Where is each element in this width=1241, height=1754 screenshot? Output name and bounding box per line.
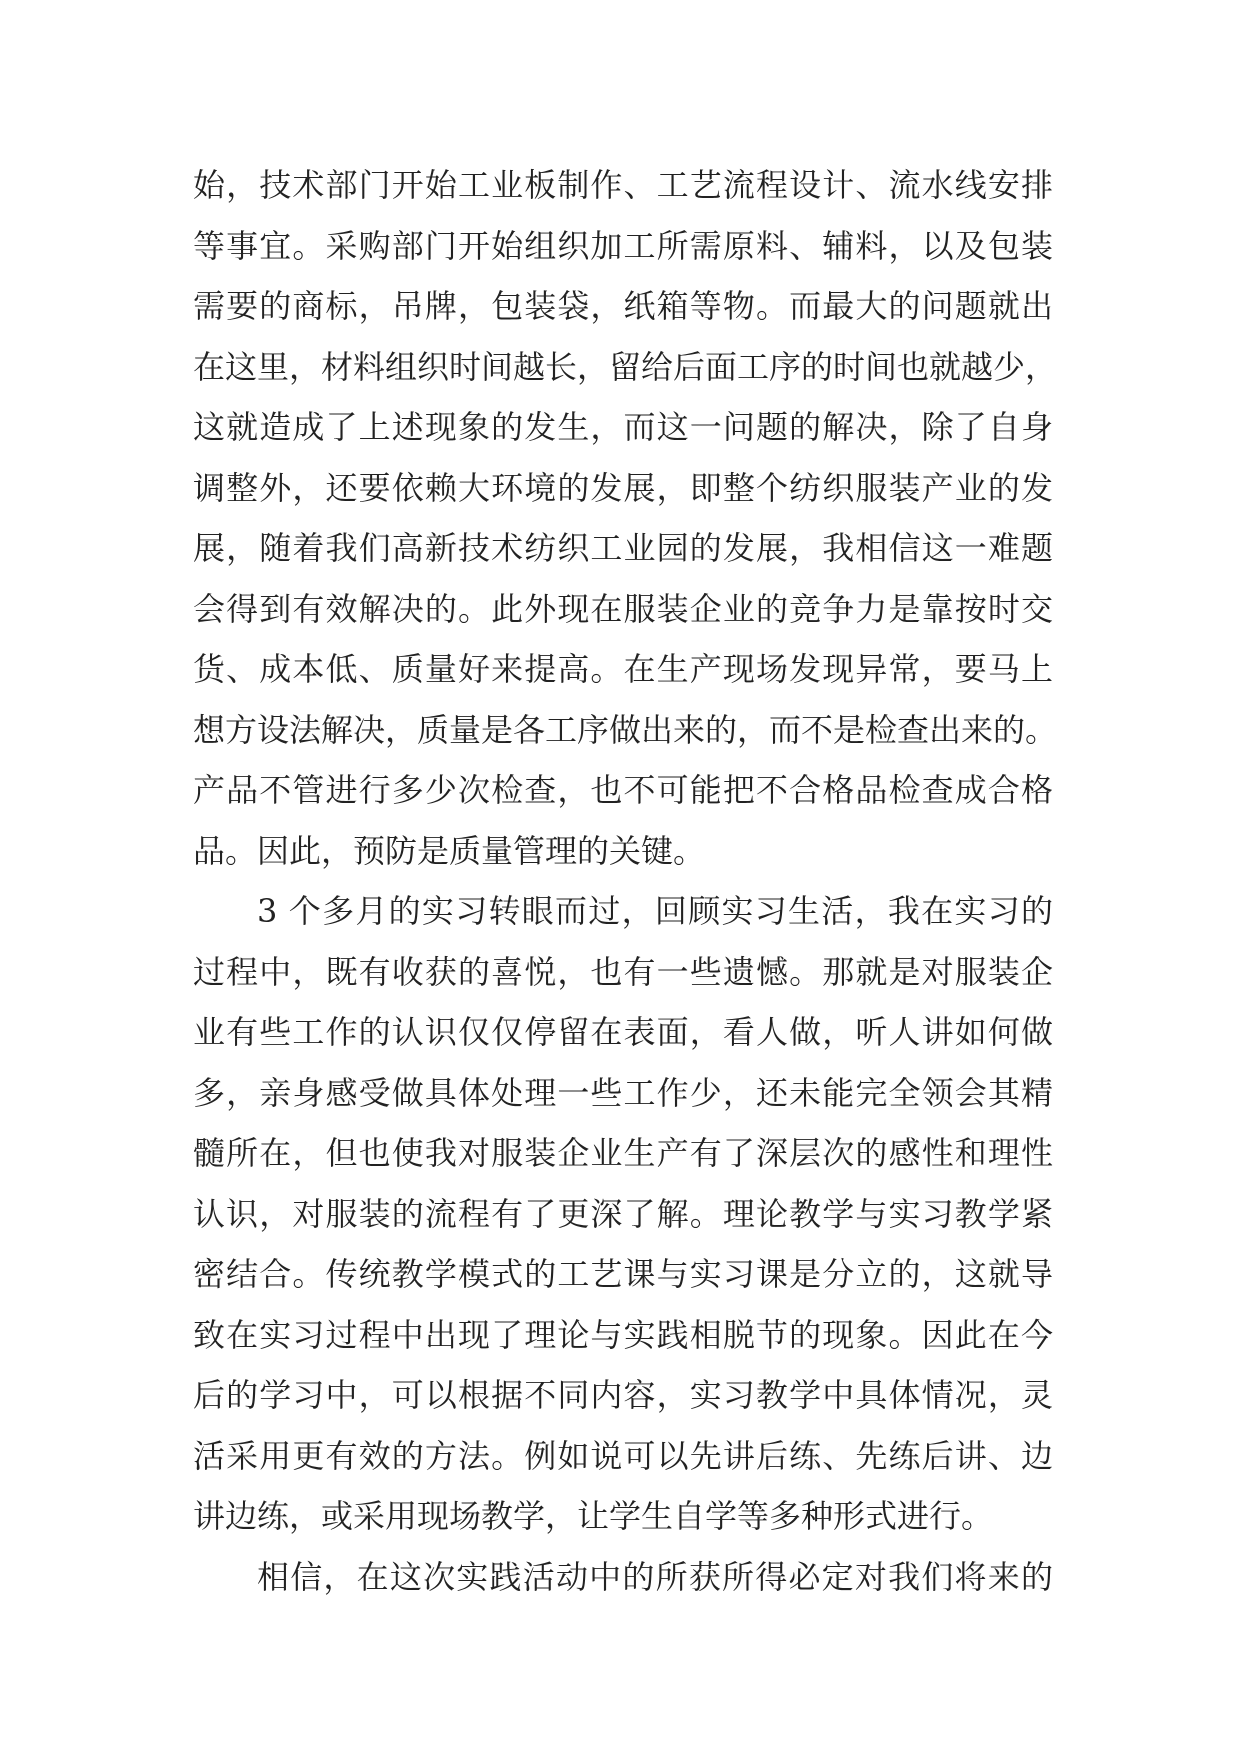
- text-line: 密结合。传统教学模式的工艺课与实习课是分立的，这就导: [193, 1255, 1053, 1293]
- text-line: 业有些工作的认识仅仅停留在表面，看人做，听人讲如何做: [193, 1013, 1053, 1051]
- text-line: 这就造成了上述现象的发生，而这一问题的解决，除了自身: [193, 408, 1053, 446]
- text-line: 相信，在这次实践活动中的所获所得必定对我们将来的: [257, 1557, 1053, 1596]
- text-line: 想方设法解决，质量是各工序做出来的，而不是检查出来的。: [193, 710, 1058, 749]
- text-line: 始，技术部门开始工业板制作、工艺流程设计、流水线安排: [193, 166, 1053, 204]
- text-line: 后的学习中，可以根据不同内容，实习教学中具体情况，灵: [193, 1376, 1053, 1414]
- text-line: 3 个多月的实习转眼而过，回顾实习生活，我在实习的: [257, 892, 1053, 930]
- text-line: 致在实习过程中出现了理论与实践相脱节的现象。因此在今: [193, 1315, 1053, 1354]
- text-line: 等事宜。采购部门开始组织加工所需原料、辅料，以及包装: [193, 226, 1053, 265]
- text-line: 在这里，材料组织时间越长，留给后面工序的时间也就越少，: [193, 347, 1058, 386]
- text-line: 活采用更有效的方法。例如说可以先讲后练、先练后讲、边: [193, 1436, 1053, 1475]
- text-line: 调整外，还要依赖大环境的发展，即整个纺织服装产业的发: [193, 468, 1053, 507]
- document-page: [193, 155, 1058, 1607]
- text-line: 展，随着我们高新技术纺织工业园的发展，我相信这一难题: [193, 529, 1053, 567]
- text-line: 货、成本低、质量好来提高。在生产现场发现异常，要马上: [193, 650, 1053, 688]
- text-line: 髓所在，但也使我对服装企业生产有了深层次的感性和理性: [193, 1134, 1053, 1172]
- text-line: 产品不管进行多少次检查，也不可能把不合格品检查成合格: [193, 771, 1053, 809]
- text-line: 需要的商标，吊牌，包装袋，纸箱等物。而最大的问题就出: [193, 287, 1053, 325]
- text-line: 多，亲身感受做具体处理一些工作少，还未能完全领会其精: [193, 1073, 1053, 1112]
- text-line: 品。因此，预防是质量管理的关键。: [193, 831, 706, 870]
- text-line: 认识，对服装的流程有了更深了解。理论教学与实习教学紧: [193, 1194, 1053, 1233]
- text-line: 过程中，既有收获的喜悦，也有一些遗憾。那就是对服装企: [193, 952, 1053, 991]
- text-line: 讲边练，或采用现场教学，让学生自学等多种形式进行。: [193, 1497, 994, 1535]
- text-line: 会得到有效解决的。此外现在服装企业的竞争力是靠按时交: [193, 589, 1053, 628]
